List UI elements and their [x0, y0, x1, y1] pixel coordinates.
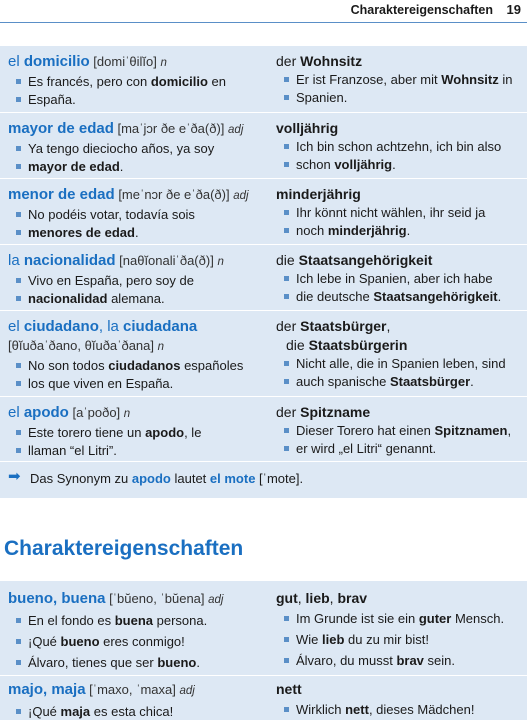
german-headword: der Wohnsitz: [276, 53, 363, 69]
example-sentence: [8, 290, 268, 308]
spanish-headword: la nacionalidad [naθĭonaliˈða(ð)] n: [8, 252, 224, 269]
example-sentence: [8, 631, 268, 652]
bullet-square-icon: [284, 446, 289, 451]
entry-row: [0, 244, 527, 311]
entry-row: [0, 310, 527, 397]
example-text: Wirklich nett, dieses Mädchen!: [296, 702, 475, 717]
spanish-column: [8, 589, 268, 673]
example-text: menores de edad.: [28, 224, 139, 240]
headword-bold: gut: [276, 590, 298, 606]
keyword: ciudadanos: [108, 358, 181, 373]
example-text: ¡Qué bueno eres conmigo!: [28, 634, 185, 649]
headword-bold: volljährig: [276, 120, 339, 136]
spanish-column: [8, 403, 268, 459]
bullet-square-icon: [16, 278, 21, 283]
entry-row: [0, 46, 527, 112]
example-text: ¡Qué maja es esta chica!: [28, 704, 174, 719]
keyword: apodo: [145, 425, 185, 440]
headword-bold: Staatsangehörigkeit: [298, 252, 433, 268]
example-sentence: [8, 158, 268, 176]
example-text: Dieser Torero hat einen Spitznamen,: [296, 423, 512, 438]
spanish-headword: [8, 589, 268, 610]
bullet-square-icon: [16, 639, 21, 644]
bullet-square-icon: [16, 448, 21, 453]
example-sentence: [276, 699, 521, 720]
spanish-headword: el ciudadano, la ciudadana: [8, 318, 198, 335]
headword-bold: Spitzname: [300, 404, 371, 420]
keyword: Staatsbürger: [389, 373, 471, 389]
example-sentence: [276, 288, 521, 306]
spanish-column: [8, 251, 268, 307]
example-text: Ich bin schon achtzehn, ich bin also: [296, 139, 502, 154]
bullet-square-icon: [284, 616, 289, 621]
bullet-square-icon: [284, 379, 289, 384]
keyword: Spitznamen: [434, 423, 508, 438]
page-number: 19: [506, 2, 521, 17]
part-of-speech: adj: [233, 190, 249, 202]
german-headword: gut, lieb, brav: [276, 590, 368, 606]
bullet-square-icon: [16, 212, 21, 217]
keyword: maja: [60, 704, 91, 719]
spanish-headword: [8, 185, 268, 206]
ipa-transcription: [maˈjɔr ðe eˈða(ð)]: [113, 121, 229, 136]
example-text: España.: [28, 91, 76, 107]
german-headword: [276, 185, 521, 204]
keyword: nett: [345, 702, 369, 717]
ipa-transcription: [ˈbŭeno, ˈbŭena]: [105, 591, 209, 606]
example-sentence: [8, 652, 268, 673]
german-headword-2: die Staatsbürgerin: [286, 337, 408, 353]
entry-row: [0, 178, 527, 245]
example-sentence: [8, 442, 268, 460]
example-text: Vivo en España, pero soy de: [28, 273, 194, 288]
example-sentence: [276, 204, 521, 222]
bullet-square-icon: [284, 228, 289, 233]
bullet-square-icon: [16, 164, 21, 169]
page-header: [0, 0, 527, 23]
ipa-transcription: [ˈmaxo, ˈmaxa]: [85, 682, 180, 697]
example-sentence: [276, 373, 521, 391]
example-text: Álvaro, du musst brav sein.: [296, 653, 455, 668]
headword-bold: Staatsbürgerin: [308, 337, 408, 353]
headword-bold: minderjährig: [276, 186, 361, 202]
german-headword: [276, 119, 521, 138]
example-sentence: [276, 422, 521, 440]
example-text: auch spanische Staatsbürger.: [296, 373, 474, 389]
example-sentence: [8, 701, 268, 722]
example-text: Spanien.: [296, 89, 348, 105]
german-column: [276, 52, 521, 106]
bullet-square-icon: [16, 296, 21, 301]
part-of-speech: n: [160, 57, 167, 69]
example-text: los que viven en España.: [28, 375, 174, 391]
example-sentence: [8, 73, 268, 91]
example-text: Er ist Franzose, aber mit Wohnsitz in: [296, 72, 513, 87]
example-sentence: [8, 610, 268, 631]
example-text: Álvaro, tienes que ser bueno.: [28, 655, 200, 670]
bullet-square-icon: [16, 381, 21, 386]
example-sentence: [8, 140, 268, 158]
bullet-square-icon: [284, 276, 289, 281]
headword-bold: nacionalidad: [23, 252, 116, 269]
example-text: nacionalidad alemana.: [28, 290, 165, 306]
headword-bold: mayor de edad: [8, 120, 114, 137]
ipa-transcription: [θĭuðaˈðano, θĭuðaˈðana]: [8, 338, 158, 353]
part-of-speech: adj: [228, 124, 244, 136]
german-headword: die Staatsangehörigkeit: [276, 252, 433, 268]
example-text: mayor de edad.: [28, 158, 124, 174]
bullet-square-icon: [284, 144, 289, 149]
german-column: [276, 317, 521, 390]
headword-bold: nett: [276, 681, 302, 697]
part-of-speech: n: [157, 341, 165, 353]
spanish-headword: el domicilio [domiˈθilĭo] n: [8, 53, 167, 70]
german-headword: der Staatsbürger,: [276, 318, 391, 334]
german-column: [276, 403, 521, 457]
arrow-right-icon: ➡: [8, 468, 21, 485]
keyword: domicilio: [150, 74, 208, 89]
example-sentence: [276, 608, 521, 629]
keyword: buena: [114, 613, 154, 628]
keyword: menores de edad: [28, 224, 135, 240]
bullet-square-icon: [284, 294, 289, 299]
example-text: No son todos ciudadanos españoles: [28, 358, 244, 373]
example-text: Este torero tiene un apodo, le: [28, 425, 202, 440]
headword-bold: brav: [337, 590, 368, 606]
german-column: [276, 251, 521, 305]
german-headword: [276, 680, 521, 699]
keyword: Staatsangehörigkeit: [373, 288, 498, 304]
example-text: Ihr könnt nicht wählen, ihr seid ja: [296, 205, 486, 220]
bullet-square-icon: [16, 79, 21, 84]
bullet-square-icon: [284, 637, 289, 642]
headword-bold: ciudadano: [23, 318, 99, 335]
ipa-transcription: [aˈpoðo]: [68, 405, 124, 420]
bullet-square-icon: [16, 230, 21, 235]
entry-row: [0, 112, 527, 179]
example-sentence: [276, 270, 521, 288]
example-text: En el fondo es buena persona.: [28, 613, 208, 628]
spanish-headword: [8, 680, 268, 701]
headword-bold: majo, maja: [8, 681, 86, 698]
example-sentence: [8, 424, 268, 442]
example-sentence: [276, 440, 521, 458]
spanish-column: [8, 317, 268, 392]
example-text: Ich lebe in Spanien, aber ich habe: [296, 271, 493, 286]
running-title: Charaktereigenschaften: [350, 3, 493, 17]
ipa-transcription: [naθĭonaliˈða(ð)]: [115, 253, 218, 268]
keyword: lieb: [322, 632, 345, 647]
bullet-square-icon: [284, 428, 289, 433]
keyword: bueno: [60, 634, 100, 649]
note-text: Das Synonym zu apodo lautet el mote [ˈmote].: [30, 471, 304, 486]
example-text: Im Grunde ist sie ein guter Mensch.: [296, 611, 505, 626]
bullet-square-icon: [16, 363, 21, 368]
keyword: mayor de edad: [28, 158, 120, 174]
example-text: Nicht alle, die in Spanien leben, sind: [296, 356, 506, 371]
keyword: Wohnsitz: [441, 72, 499, 87]
part-of-speech: adj: [208, 594, 224, 606]
example-sentence: [8, 357, 268, 375]
german-headword: der Spitzname: [276, 404, 371, 420]
example-text: Wie lieb du zu mir bist!: [296, 632, 429, 647]
bullet-square-icon: [284, 162, 289, 167]
bullet-square-icon: [284, 361, 289, 366]
headword-bold: menor de edad: [8, 186, 115, 203]
headword-bold: ciudadana: [123, 318, 198, 335]
headword-bold: bueno, buena: [8, 590, 106, 607]
bullet-square-icon: [16, 146, 21, 151]
headword-bold: Wohnsitz: [300, 53, 363, 69]
example-text: die deutsche Staatsangehörigkeit.: [296, 288, 502, 304]
example-sentence: [276, 355, 521, 373]
example-sentence: [276, 222, 521, 240]
section-title: Charaktereigenschaften: [4, 537, 244, 560]
spanish-headword: [8, 119, 268, 140]
example-sentence: [276, 138, 521, 156]
entry-row: [0, 396, 527, 457]
bullet-square-icon: [284, 707, 289, 712]
bullet-square-icon: [284, 658, 289, 663]
example-text: No podéis votar, todavía sois: [28, 207, 195, 222]
bullet-square-icon: [16, 430, 21, 435]
example-sentence: [8, 206, 268, 224]
bullet-square-icon: [284, 95, 289, 100]
headword-bold: lieb: [305, 590, 330, 606]
example-sentence: [276, 156, 521, 174]
bullet-square-icon: [16, 97, 21, 102]
example-sentence: [8, 272, 268, 290]
example-text: Ya tengo dieciocho años, ya soy: [28, 141, 215, 156]
example-text: schon volljährig.: [296, 156, 396, 172]
bullet-square-icon: [16, 660, 21, 665]
spanish-column: [8, 680, 268, 722]
spanish-column: [8, 52, 268, 108]
entry-row: [0, 585, 527, 675]
german-column: [276, 185, 521, 239]
example-text: er wird „el Litri“ genannt.: [296, 440, 437, 456]
keyword: volljährig: [334, 156, 393, 172]
keyword: minderjährig: [327, 222, 407, 238]
ipa-transcription: [meˈnɔr ðe eˈða(ð)]: [114, 187, 234, 202]
bullet-square-icon: [284, 77, 289, 82]
part-of-speech: n: [217, 256, 224, 268]
headword-bold: apodo: [23, 404, 69, 421]
example-sentence: [276, 89, 521, 107]
german-column: [276, 680, 521, 720]
ipa-transcription: [domiˈθilĭo]: [89, 54, 161, 69]
example-text: noch minderjährig.: [296, 222, 411, 238]
bullet-square-icon: [16, 618, 21, 623]
headword-bold: Staatsbürger: [300, 318, 387, 334]
headword-bold: domicilio: [23, 53, 90, 70]
example-sentence: [276, 629, 521, 650]
example-sentence: [8, 224, 268, 242]
keyword: brav: [396, 653, 424, 668]
entry-row: [0, 675, 527, 721]
ipa-line: [8, 336, 268, 357]
synonym-note: [0, 461, 527, 496]
example-text: Es francés, pero con domicilio en: [28, 74, 226, 89]
keyword: bueno: [157, 655, 197, 670]
bullet-square-icon: [284, 210, 289, 215]
example-sentence: [276, 650, 521, 671]
example-sentence: [8, 91, 268, 109]
spanish-column: [8, 185, 268, 241]
spanish-column: [8, 119, 268, 175]
german-column: [276, 119, 521, 173]
keyword: guter: [418, 611, 452, 626]
keyword: nacionalidad: [28, 290, 108, 306]
bullet-square-icon: [16, 709, 21, 714]
example-sentence: [276, 71, 521, 89]
german-column: [276, 589, 521, 671]
example-sentence: [8, 375, 268, 393]
example-text: llaman “el Litri”.: [28, 442, 117, 458]
part-of-speech: n: [123, 408, 131, 420]
spanish-headword: el apodo [aˈpoðo] n: [8, 404, 131, 421]
part-of-speech: adj: [179, 685, 195, 697]
